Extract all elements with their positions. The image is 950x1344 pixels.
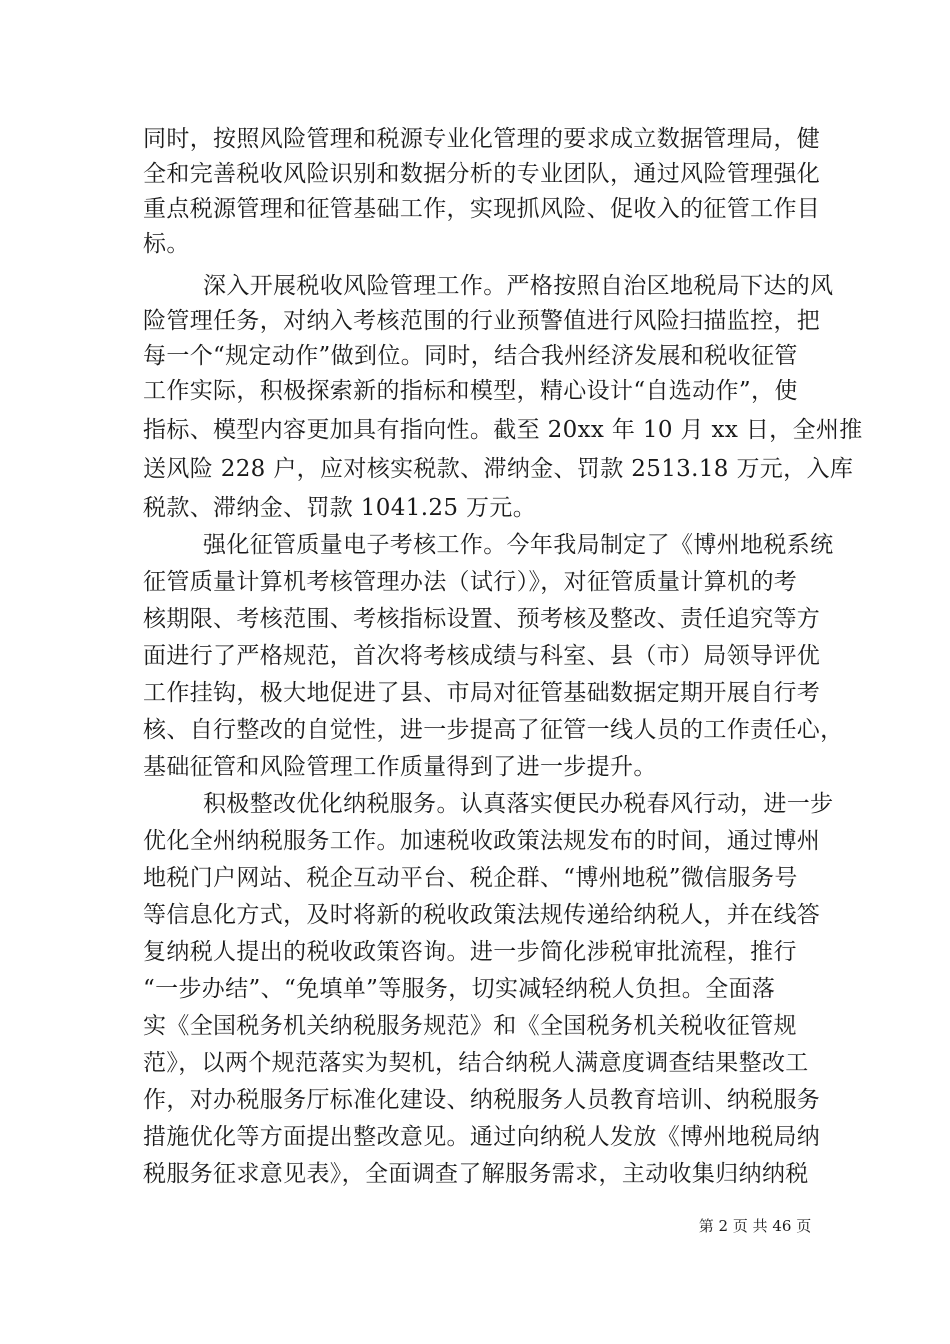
text-line: 面进行了严格规范，首次将考核成绩与科室、县（市）局领导评优	[143, 643, 821, 669]
text-line: 重点税源管理和征管基础工作，实现抓风险、促收入的征管工作目	[143, 196, 821, 222]
text-line: 复纳税人提出的税收政策咨询。进一步简化涉税审批流程，推行	[143, 939, 797, 965]
page-number-footer: 第 2 页 共 46 页	[698, 1217, 812, 1235]
text-line: 送风险 228 户，应对核实税款、滞纳金、罚款 2513.18 万元，入库	[143, 456, 854, 482]
text-line: 等信息化方式，及时将新的税收政策法规传递给纳税人，并在线答	[143, 902, 821, 928]
text-line: 标。	[143, 231, 190, 257]
text-line: 指标、模型内容更加具有指向性。截至 20xx 年 10 月 xx 日，全州推	[143, 417, 863, 443]
text-line: 税款、滞纳金、罚款 1041.25 万元。	[143, 495, 537, 521]
text-line: 工作挂钩，极大地促进了县、市局对征管基础数据定期开展自行考	[143, 680, 821, 706]
text-line: 税服务征求意见表》，全面调查了解服务需求，主动收集归纳纳税	[143, 1161, 809, 1187]
text-line: 工作实际，积极探索新的指标和模型，精心设计“自选动作”，使	[143, 378, 798, 404]
text-line: 范》，以两个规范落实为契机，结合纳税人满意度调查结果整改工	[143, 1050, 809, 1076]
text-line: 每一个“规定动作”做到位。同时，结合我州经济发展和税收征管	[143, 343, 798, 369]
text-line: 优化全州纳税服务工作。加速税收政策法规发布的时间，通过博州	[143, 828, 821, 854]
text-line: 措施优化等方面提出整改意见。通过向纳税人发放《博州地税局纳	[143, 1124, 821, 1150]
text-line: 险管理任务，对纳入考核范围的行业预警值进行风险扫描监控，把	[143, 308, 821, 334]
text-line: 核期限、考核范围、考核指标设置、预考核及整改、责任追究等方	[143, 606, 821, 632]
text-line: 全和完善税收风险识别和数据分析的专业团队，通过风险管理强化	[143, 161, 821, 187]
text-line: 同时，按照风险管理和税源专业化管理的要求成立数据管理局，健	[143, 126, 821, 152]
text-line: 征管质量计算机考核管理办法（试行）》，对征管质量计算机的考	[143, 569, 798, 595]
text-line: 核、自行整改的自觉性，进一步提高了征管一线人员的工作责任心，	[143, 717, 844, 743]
text-line: 实《全国税务机关纳税服务规范》和《全国税务机关税收征管规	[143, 1013, 797, 1039]
text-line: 强化征管质量电子考核工作。今年我局制定了《博州地税系统	[203, 532, 834, 558]
text-line: 积极整改优化纳税服务。认真落实便民办税春风行动，进一步	[203, 791, 834, 817]
text-line: 地税门户网站、税企互动平台、税企群、“博州地税”微信服务号	[143, 865, 798, 891]
text-line: 作，对办税服务厅标准化建设、纳税服务人员教育培训、纳税服务	[143, 1087, 821, 1113]
text-line: “一步办结”、“免填单”等服务，切实减轻纳税人负担。全面落	[143, 976, 776, 1002]
text-line: 深入开展税收风险管理工作。严格按照自治区地税局下达的风	[203, 273, 834, 299]
text-line: 基础征管和风险管理工作质量得到了进一步提升。	[143, 754, 657, 780]
